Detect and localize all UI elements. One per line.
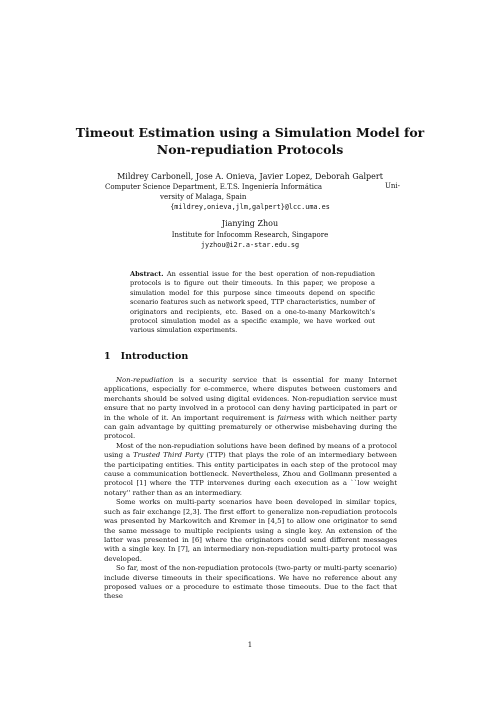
page-number: 1 (247, 641, 253, 649)
paragraph-2-text-b: (TTP) that plays the role of an intermediary between the participating entities. This entity participates in each step of the protocol may cause a communication bottleneck. Nevertheless, Zhou and Gollmann presented a protocol [1] where the TTP intervenes during each execution as a ``low weight notary'' rather than as an intermediary. (104, 451, 397, 497)
section-heading (104, 351, 188, 362)
affiliation-2-email: jyzhou@i2r.a-star.edu.sg (200, 241, 300, 249)
paragraph-1-text-b: with which neither party can gain advantage by quitting prematurely or otherwise misbehaving during the protocol. (104, 413, 398, 441)
abstract-text: An essential issue for the best operation of non-repudiation protocols is to figure out their timeouts. In this paper, we propose a simulation model for this purpose since timeouts depend on specific scenario features such as network speed, TTP characteristics, number of originators and recipients, etc. Based on a one-to-many Markowitch's protocol simulation model as a specific example, we have worked out various simulation experiments. (130, 270, 375, 335)
affiliation-2-line-1: Institute for Infocomm Research, Singapore (171, 231, 329, 239)
emphasis-fairness: fairness (277, 413, 305, 422)
title-line-1: Timeout Estimation using a Simulation Model for (75, 125, 425, 140)
body-text (104, 376, 397, 602)
author-list: Mildrey Carbonell, Jose A. Onieva, Javier Lopez, Deborah Galpert (117, 172, 383, 181)
section-number: 1 (104, 351, 111, 362)
abstract (130, 270, 375, 336)
section-title: Introduction (120, 351, 189, 362)
author-2: Jianying Zhou (221, 219, 279, 228)
paragraph-4: So far, most of the non-repudiation protocols (two-party or multi-party scenario) include diverse timeouts in their specifications. We have no reference about any proposed values or a procedure to estimate those timeouts. Due to the fact that these (104, 564, 397, 601)
affiliation-1-line-1: Computer Science Department, E.T.S. Ingeniería Informática (105, 183, 323, 191)
affiliation-1-line-2: versity of Malaga, Spain (160, 193, 247, 201)
title-line-2: Non-repudiation Protocols (156, 142, 344, 157)
paragraph-1-text-a: is a security service that is essential for many Internet applications, especially for e-commerce, where disputes between customers and merchants should be solved using digital evidences. Non-repudiation service must ensure that no party involved in a protocol can deny having participated in part or in the whole of it. An important requirement is (104, 376, 397, 422)
paragraph-3: Some works on multi-party scenarios have been developed in similar topics, such as fair exchange [2,3]. The first effort to generalize non-repudiation protocols was presented by Markowitch and Kremer in [4,5] to allow one originator to send the same message to multiple recipients using a single key. An extension of the latter was presented in [6] where the originators could send different messages with a single key. In [7], an intermediary non-repudiation multi-party protocol was developed. (104, 498, 397, 563)
affiliation-1-email: {mildrey,onieva,jlm,galpert}@lcc.uma.es (170, 203, 330, 211)
emphasis-ttp: Trusted Third Party (133, 451, 204, 460)
abstract-label: Abstract. (130, 270, 164, 278)
paragraph-2 (104, 442, 397, 498)
paragraph-1 (104, 376, 397, 442)
emphasis-nonrepudiation: Non-repudiation (116, 376, 174, 384)
paper-title (60, 124, 440, 158)
paragraph-2-text-a: Most of the non-repudiation solutions have been defined by means of a protocol using a (104, 441, 397, 460)
affiliation-1-continuation: Uni- (385, 182, 401, 190)
